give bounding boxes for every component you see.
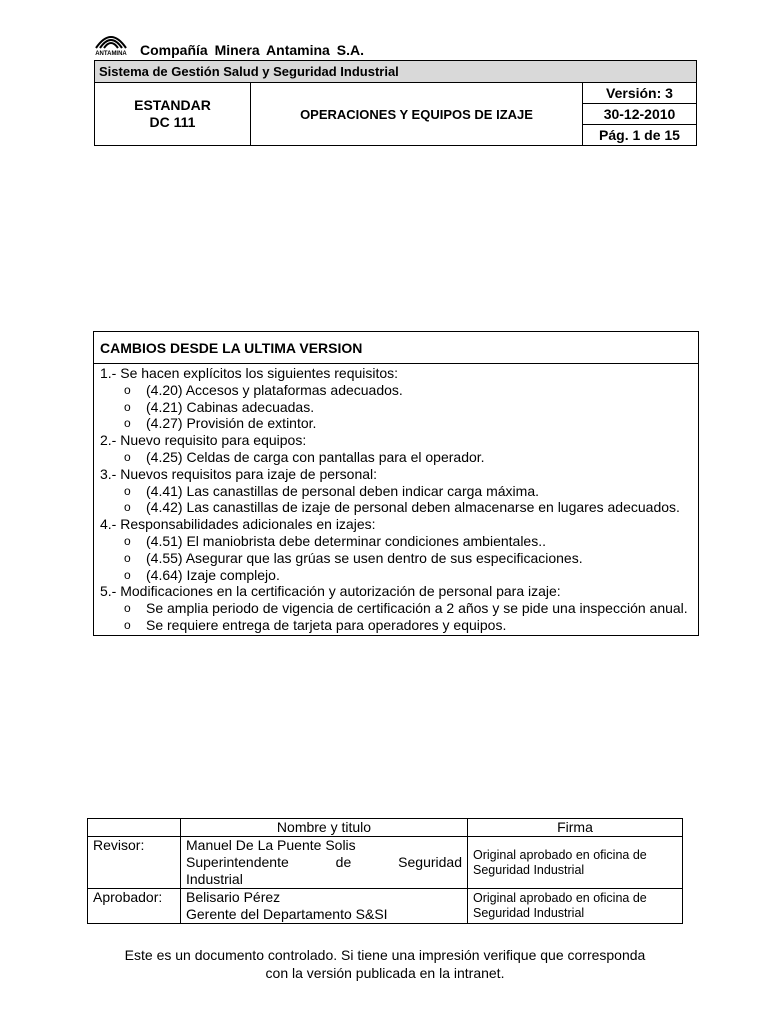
person-title: Gerente del Departamento S&SI	[186, 906, 388, 922]
list-item	[100, 550, 690, 567]
change-section-heading: 4.- Responsabilidades adicionales en izajes:	[100, 516, 376, 533]
change-items	[100, 382, 690, 432]
changes-title: CAMBIOS DESDE LA ULTIMA VERSION	[94, 332, 698, 364]
standard-code	[95, 83, 251, 146]
list-item-text: (4.25) Celdas de carga con pantallas para el operador.	[146, 448, 485, 465]
list-item-text: (4.21) Cabinas adecuadas.	[146, 398, 315, 415]
person-name: Belisario Pérez	[186, 889, 281, 905]
sign-header: Firma	[468, 819, 683, 837]
changes-list	[94, 364, 698, 635]
list-item-text: (4.27) Provisión de extintor.	[146, 415, 317, 432]
changes-box	[93, 331, 699, 636]
change-section-heading: 1.- Se hacen explícitos los siguientes requisitos:	[100, 365, 399, 381]
antamina-logo	[94, 28, 128, 56]
list-item-text: (4.51) El maniobrista debe determinar condiciones ambientales..	[146, 532, 546, 549]
list-item	[100, 449, 690, 466]
list-item-text: (4.55) Asegurar que las grúas se usen dentro de sus especificaciones.	[146, 549, 583, 566]
bullet-icon: o	[124, 416, 131, 431]
bullet-icon: o	[124, 533, 131, 548]
sign-cell: Original aprobado en oficina de Seguridad Industrial	[468, 837, 683, 889]
change-section-heading: 2.- Nuevo requisito para equipos:	[100, 432, 307, 449]
table-row	[88, 889, 683, 924]
name-cell	[181, 837, 468, 889]
change-section-heading: 5.- Modificaciones en la certificación y autorización de personal para izaje:	[100, 583, 561, 600]
list-item	[100, 567, 690, 584]
signature-table	[87, 818, 683, 924]
name-cell	[181, 889, 468, 924]
bullet-icon: o	[124, 483, 131, 498]
sign-cell: Original aprobado en oficina de Seguridad Industrial	[468, 889, 683, 924]
version-cell: Versión: 3	[583, 83, 697, 104]
list-item-text: (4.20) Accesos y plataformas adecuados.	[146, 381, 403, 398]
standard-label: ESTANDAR	[134, 97, 211, 113]
list-item-text: Se amplia periodo de vigencia de certificación a 2 años y se pide una inspección anual.	[146, 600, 688, 617]
list-item-text: (4.64) Izaje complejo.	[146, 566, 280, 583]
list-item	[100, 617, 690, 634]
person-title: Superintendente de Seguridad	[186, 854, 462, 870]
controlled-document-notice	[90, 946, 680, 982]
list-item	[100, 415, 690, 432]
document-header-table	[94, 60, 697, 146]
company-name: Compañía Minera Antamina S.A.	[140, 42, 364, 58]
bullet-icon: o	[124, 567, 131, 582]
person-title-cont: Industrial	[186, 871, 243, 887]
bullet-icon: o	[124, 449, 131, 464]
list-item	[100, 499, 690, 516]
name-header: Nombre y titulo	[181, 819, 468, 837]
person-name: Manuel De La Puente Solis	[186, 837, 356, 853]
notice-line-2: con la versión publicada en la intranet.	[265, 965, 505, 981]
change-items	[100, 533, 690, 583]
role-header	[88, 819, 181, 837]
notice-line-1: Este es un documento controlado. Si tiene una impresión verifique que corresponda	[124, 947, 646, 963]
svg-text:ANTAMINA: ANTAMINA	[95, 51, 127, 56]
list-item	[100, 600, 690, 617]
table-row	[88, 837, 683, 889]
bullet-icon: o	[124, 617, 131, 632]
page-cell: Pág. 1 de 15	[583, 125, 697, 146]
list-item	[100, 399, 690, 416]
list-item-text: Se requiere entrega de tarjeta para operadores y equipos.	[146, 616, 507, 633]
document-title: OPERACIONES Y EQUIPOS DE IZAJE	[251, 83, 583, 146]
change-items	[100, 483, 690, 517]
bullet-icon: o	[124, 500, 131, 515]
list-item-text: (4.41) Las canastillas de personal deben indicar carga máxima.	[146, 482, 539, 499]
date-cell: 30-12-2010	[583, 104, 697, 125]
standard-number: DC 111	[149, 114, 196, 130]
list-item	[100, 382, 690, 399]
change-items	[100, 449, 690, 466]
role-cell: Revisor:	[88, 837, 181, 889]
bullet-icon: o	[124, 382, 131, 397]
management-system-label: Sistema de Gestión Salud y Seguridad Industrial	[95, 61, 697, 83]
list-item	[100, 533, 690, 550]
role-cell: Aprobador:	[88, 889, 181, 924]
change-section-heading: 3.- Nuevos requisitos para izaje de personal:	[100, 465, 378, 482]
list-item	[100, 483, 690, 500]
bullet-icon: o	[124, 601, 131, 616]
change-items	[100, 600, 690, 634]
bullet-icon: o	[124, 550, 131, 565]
bullet-icon: o	[124, 399, 131, 414]
list-item-text: (4.42) Las canastillas de izaje de personal deben almacenarse en lugares adecuados.	[146, 499, 680, 516]
